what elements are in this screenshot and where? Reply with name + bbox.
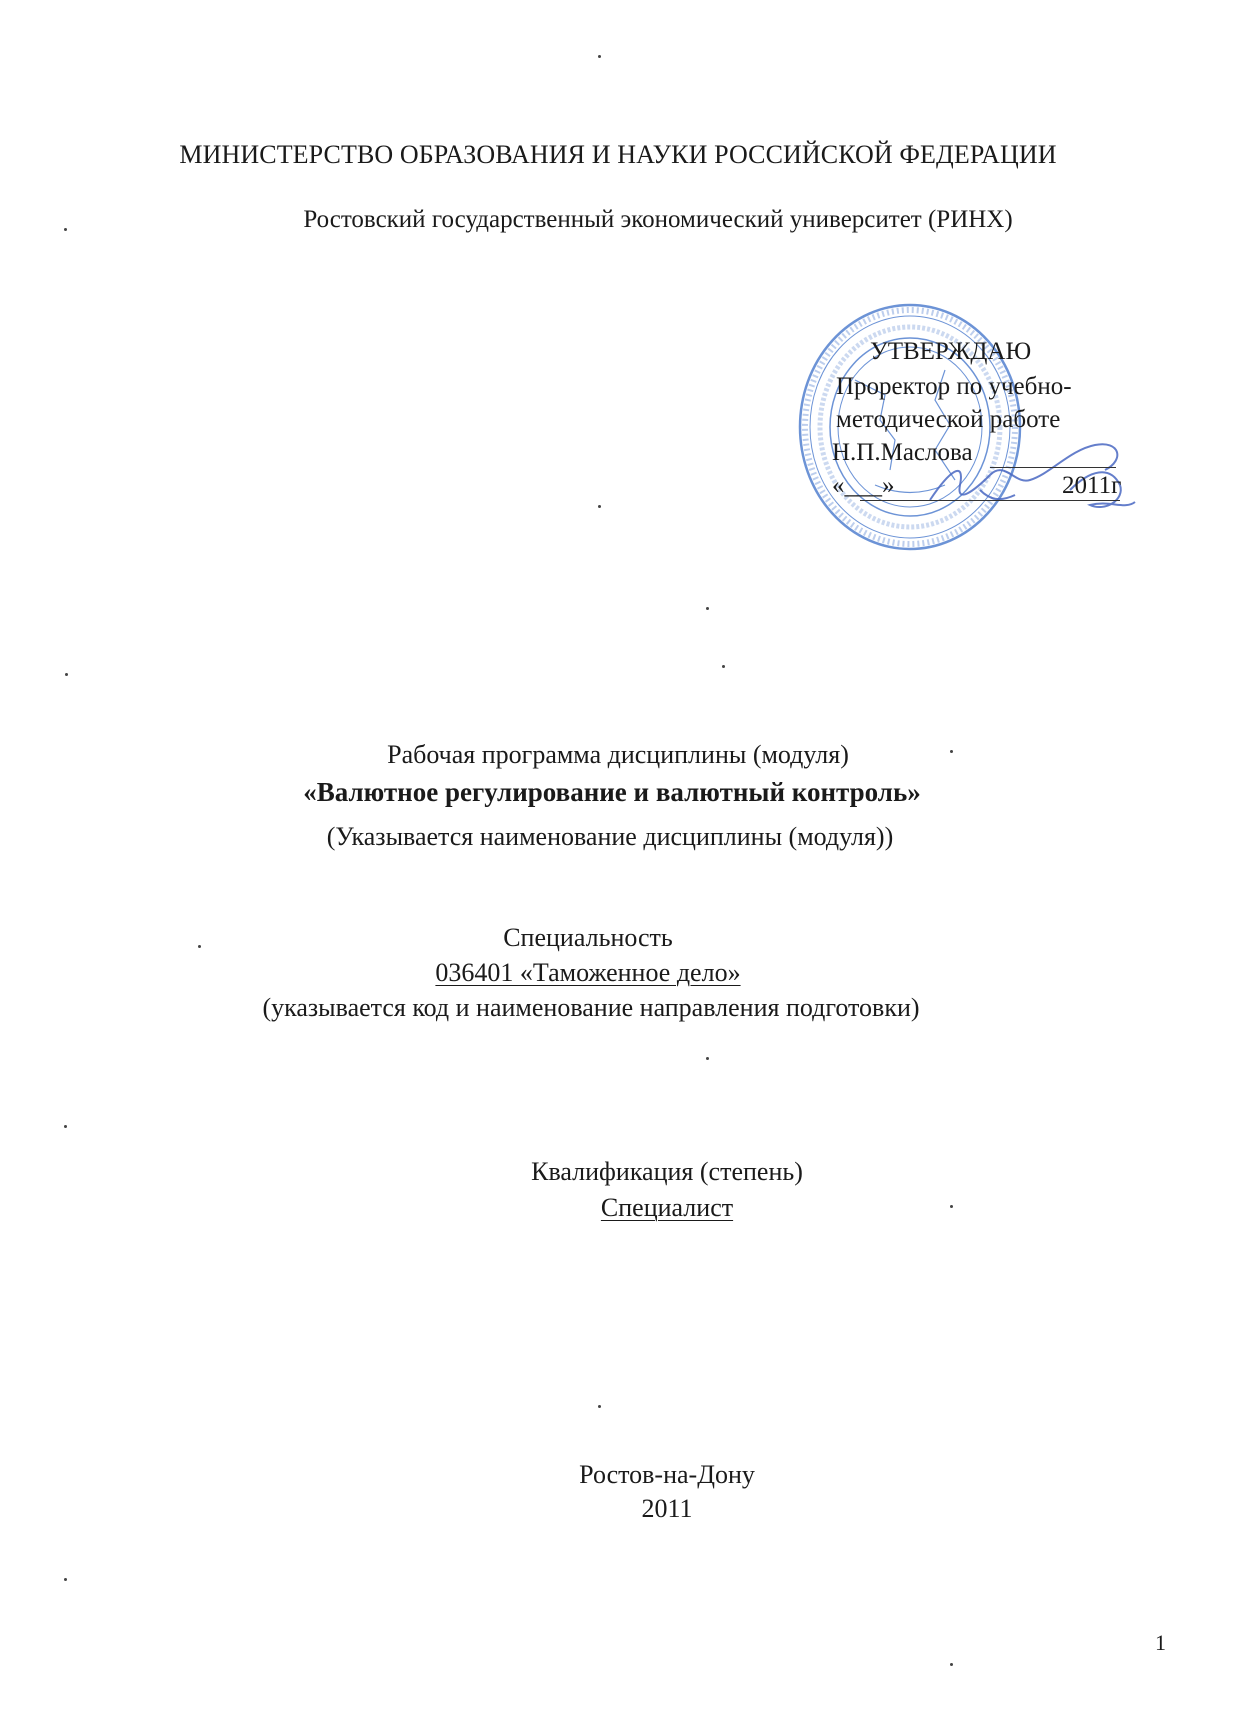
date-line bbox=[860, 500, 1120, 501]
page-number: 1 bbox=[1155, 1630, 1166, 1655]
scan-speck bbox=[64, 1125, 67, 1128]
scan-speck bbox=[64, 228, 67, 231]
scan-speck bbox=[950, 1663, 953, 1666]
scan-speck bbox=[722, 665, 725, 668]
scan-speck bbox=[950, 750, 953, 753]
approver-name: Н.П.Маслова bbox=[832, 439, 973, 466]
discipline-note: (Указывается наименование дисциплины (модуля)) bbox=[326, 822, 894, 851]
scan-speck bbox=[198, 945, 201, 948]
discipline-title: «Валютное регулирование и валютный контроль» bbox=[303, 777, 921, 807]
document-year: 2011 bbox=[641, 1494, 693, 1523]
approval-title: УТВЕРЖДАЮ bbox=[870, 338, 1032, 365]
qualification-label: Квалификация (степень) bbox=[531, 1157, 803, 1186]
approval-position-line1: Проректор по учебно- bbox=[836, 373, 1072, 400]
university-name: Ростовский государственный экономический университет (РИНХ) bbox=[303, 206, 1013, 233]
city: Ростов-на-Дону bbox=[579, 1460, 755, 1489]
approval-date-day: «___» bbox=[832, 472, 895, 499]
scan-speck bbox=[65, 673, 68, 676]
approval-position-line2: методической работе bbox=[836, 406, 1061, 433]
scan-speck bbox=[64, 1578, 67, 1581]
scan-speck bbox=[706, 607, 709, 610]
specialty-note: (указывается код и наименование направления подготовки) bbox=[262, 993, 920, 1022]
specialty-label: Специальность bbox=[503, 923, 673, 952]
scan-speck bbox=[706, 1057, 709, 1060]
approval-year: 2011г bbox=[1062, 472, 1122, 499]
ministry-header: МИНИСТЕРСТВО ОБРАЗОВАНИЯ И НАУКИ РОССИЙСКОЙ ФЕДЕРАЦИИ bbox=[179, 140, 1057, 169]
approval-block bbox=[800, 300, 1140, 560]
program-type: Рабочая программа дисциплины (модуля) bbox=[387, 740, 849, 769]
scan-speck bbox=[598, 1405, 601, 1408]
specialty-value-text: 036401 «Таможенное дело» bbox=[435, 958, 741, 987]
scan-speck bbox=[598, 55, 601, 58]
signature-line bbox=[990, 467, 1116, 468]
scan-speck bbox=[598, 505, 601, 508]
specialty-value bbox=[0, 958, 1206, 988]
qualification-value-text: Специалист bbox=[600, 1193, 734, 1222]
scan-speck bbox=[950, 1205, 953, 1208]
qualification-value bbox=[49, 1193, 1236, 1223]
